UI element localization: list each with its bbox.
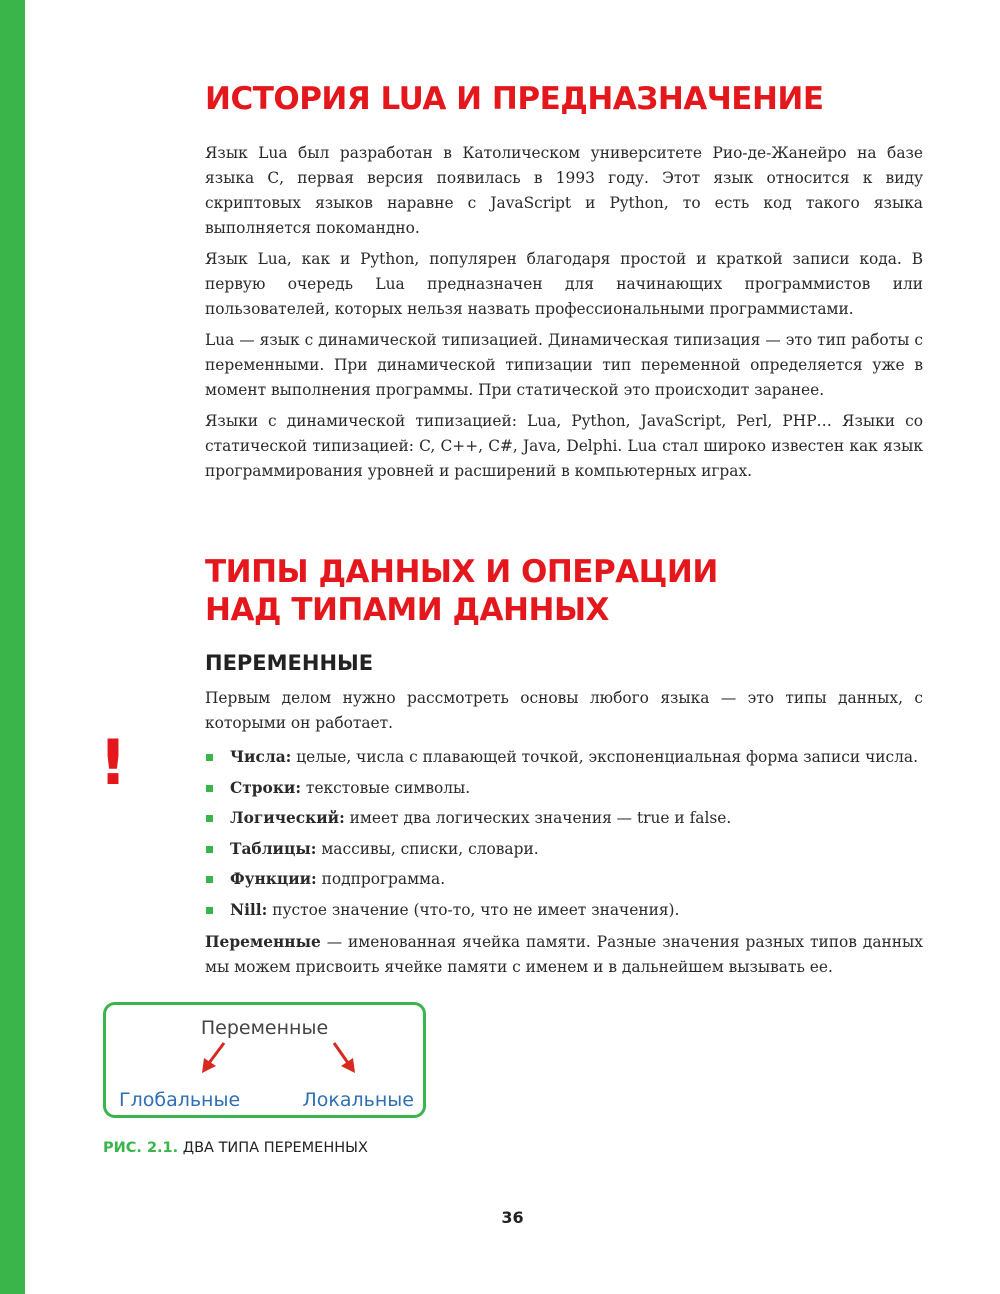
list-item-term: Nill:: [230, 900, 268, 919]
section-title-data-types: [205, 553, 925, 629]
caption-text: ДВА ТИПА ПЕРЕМЕННЫХ: [178, 1140, 368, 1156]
paragraph: Язык Lua, как и Python, популярен благодаря простой и краткой записи кода. В первую очередь Lua предназначен для начинающих программистов или пользователей, которых нельзя назвать профессиональными программистами.: [205, 250, 923, 318]
list-item-text: имеет два логических значения — true и false.: [344, 809, 732, 827]
bullet-square-icon: [206, 876, 213, 883]
list-item-term: Числа:: [230, 748, 292, 766]
data-types-list: [205, 742, 923, 925]
title-line: ТИПЫ ДАННЫХ И ОПЕРАЦИИ: [205, 554, 718, 590]
page-number: 36: [501, 1208, 524, 1227]
paragraph: Язык Lua был разработан в Католическом университете Рио-де-Жанейро на базе языка С, первая версия появилась в 1993 году. Этот язык относится к виду скриптовых языков наравне с JavaScript и Python, то есть код такого языка выполняется покомандно.: [205, 144, 923, 237]
bullet-square-icon: [206, 785, 213, 792]
list-item: [205, 803, 923, 834]
list-item-term: Строки:: [230, 778, 302, 797]
list-item-term: Логический:: [230, 809, 345, 827]
subsection-title-variables: ПЕРЕМЕННЫЕ: [205, 651, 374, 675]
list-item: [205, 834, 923, 865]
caption-number: РИС. 2.1.: [103, 1140, 179, 1156]
bullet-square-icon: [206, 815, 213, 822]
list-item-term: Таблицы:: [230, 839, 317, 858]
diagram-local-label: Локальные: [302, 1089, 414, 1111]
paragraph: Lua — язык с динамической типизацией. Динамическая типизация — это тип работы с переменными. При динамической типизации тип переменной определяется уже в момент выполнения программы. При статической это происходит заранее.: [205, 331, 923, 399]
list-item-text: целые, числа с плавающей точкой, экспоненциальная форма записи числа.: [291, 748, 918, 766]
bullet-square-icon: [206, 846, 213, 853]
diagram-global-label: Глобальные: [119, 1089, 241, 1111]
paragraph: Первым делом нужно рассмотреть основы любого языка — это типы данных, с которыми он работает.: [205, 689, 923, 732]
variables-definition: [205, 930, 923, 980]
list-item-text: подпрограмма.: [316, 870, 446, 888]
bullet-square-icon: [206, 907, 213, 914]
variables-text: [205, 686, 923, 986]
arrow-right-icon: [334, 1043, 355, 1073]
history-text: [205, 141, 923, 490]
diagram-root-label: Переменные: [200, 1017, 329, 1039]
arrow-left-icon: [202, 1043, 224, 1073]
list-item: [205, 773, 923, 804]
page-edge-strip: [0, 0, 25, 1294]
bullet-square-icon: [206, 754, 213, 761]
exclamation-mark-icon: !: [98, 726, 128, 799]
list-item: [205, 895, 923, 926]
list-item-text: текстовые символы.: [301, 778, 471, 797]
list-item: [205, 864, 923, 895]
variables-diagram: [103, 1002, 426, 1118]
list-item-text: пустое значение (что-то, что не имеет значения).: [267, 900, 680, 919]
paragraph: Языки с динамической типизацией: Lua, Python, JavaScript, Perl, PHP… Языки со статической типизацией: C, C++, C#, Java, Delphi. Lua стал широко известен как язык программирования уровней и расширений в компьютерных играх.: [205, 412, 923, 480]
definition-term: Переменные: [205, 933, 321, 951]
title-line: НАД ТИПАМИ ДАННЫХ: [205, 592, 609, 628]
figure-caption: [103, 1140, 368, 1156]
section-title-history: ИСТОРИЯ LUA И ПРЕДНАЗНАЧЕНИЕ: [205, 81, 824, 117]
list-item-text: массивы, списки, словари.: [316, 839, 539, 858]
definition-text: — именованная ячейка памяти. Разные значения разных типов данных мы можем присвоить ячейке памяти с именем и в дальнейшем вызывать ее.: [205, 933, 923, 976]
list-item-term: Функции:: [230, 870, 317, 888]
list-item: [205, 742, 923, 773]
